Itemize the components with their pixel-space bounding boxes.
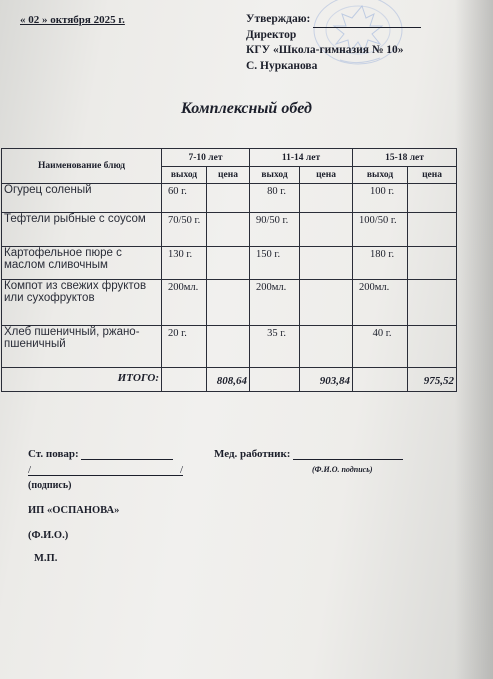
total-row [2, 368, 457, 392]
dish-name: Картофельное пюре с маслом сливочным [2, 247, 162, 280]
table-row [2, 280, 457, 326]
medic-signature [214, 448, 403, 460]
table-row [2, 184, 457, 213]
empty-cell [250, 368, 300, 392]
dish-name: Компот из свежих фруктов или сухофруктов [2, 280, 162, 326]
price-cell [408, 213, 457, 247]
price-cell [300, 280, 353, 326]
table-row [2, 247, 457, 280]
price-cell [408, 247, 457, 280]
price-cell [207, 184, 250, 213]
price-cell [300, 213, 353, 247]
header-price: цена [300, 167, 353, 184]
cook-signature [28, 448, 173, 460]
price-cell [300, 247, 353, 280]
price-cell [207, 213, 250, 247]
total-value: 975,52 [408, 368, 457, 392]
empty-cell [353, 368, 408, 392]
total-value: 808,64 [207, 368, 250, 392]
header-output: выход [162, 167, 207, 184]
medic-label: Мед. работник: [214, 448, 291, 460]
cook-name-line: / / [28, 464, 183, 476]
dish-name: Огурец соленый [2, 184, 162, 213]
price-cell [207, 247, 250, 280]
stamp-place: М.П. [34, 553, 58, 564]
cook-signature-line [81, 448, 173, 460]
ip-name: ИП «ОСПАНОВА» [28, 505, 120, 516]
output-value: 200мл. [250, 280, 300, 326]
document-date: « 02 » октября 2025 г. [20, 14, 125, 26]
header-price: цена [408, 167, 457, 184]
output-value: 70/50 г. [162, 213, 207, 247]
price-cell [207, 326, 250, 368]
empty-cell [162, 368, 207, 392]
header-age-group: 11-14 лет [250, 149, 353, 167]
output-value: 100/50 г. [353, 213, 408, 247]
price-cell [300, 326, 353, 368]
medic-signature-line [293, 448, 403, 460]
table-row [2, 213, 457, 247]
header-age-group: 7-10 лет [162, 149, 250, 167]
organization-name: КГУ «Школа-гимназия № 10» [246, 44, 404, 56]
total-value: 903,84 [300, 368, 353, 392]
approval-line [246, 12, 421, 28]
header-output: выход [353, 167, 408, 184]
cook-signature-hint: (подпись) [28, 480, 72, 491]
output-value: 90/50 г. [250, 213, 300, 247]
cook-label: Ст. повар: [28, 448, 79, 460]
output-value: 20 г. [162, 326, 207, 368]
price-cell [408, 326, 457, 368]
output-value: 100 г. [353, 184, 408, 213]
output-value: 130 г. [162, 247, 207, 280]
output-value: 200мл. [353, 280, 408, 326]
director-name: С. Нурканова [246, 59, 318, 72]
approval-block [246, 12, 421, 74]
price-cell [207, 280, 250, 326]
output-value: 150 г. [250, 247, 300, 280]
output-value: 60 г. [162, 184, 207, 213]
table-header-row [2, 149, 457, 167]
menu-table [1, 148, 457, 392]
dish-name: Хлеб пшеничный, ржано-пшеничный [2, 326, 162, 368]
dish-name: Тефтели рыбные с соусом [2, 213, 162, 247]
director-signature-line [313, 16, 421, 28]
header-output: выход [250, 167, 300, 184]
page-title: Комплексный обед [181, 100, 312, 117]
medic-fio-hint: (Ф.И.О. подпись) [312, 465, 373, 474]
price-cell [300, 184, 353, 213]
fio-label: (Ф.И.О.) [28, 530, 69, 541]
output-value: 80 г. [250, 184, 300, 213]
total-label: ИТОГО: [2, 368, 162, 392]
price-cell [408, 280, 457, 326]
approve-label: Утверждаю: [246, 13, 311, 25]
header-age-group: 15-18 лет [353, 149, 457, 167]
output-value: 35 г. [250, 326, 300, 368]
table-row [2, 326, 457, 368]
output-value: 180 г. [353, 247, 408, 280]
output-value: 40 г. [353, 326, 408, 368]
director-position: Директор [246, 28, 297, 41]
header-price: цена [207, 167, 250, 184]
header-dish: Наименование блюд [2, 149, 162, 184]
price-cell [408, 184, 457, 213]
output-value: 200мл. [162, 280, 207, 326]
